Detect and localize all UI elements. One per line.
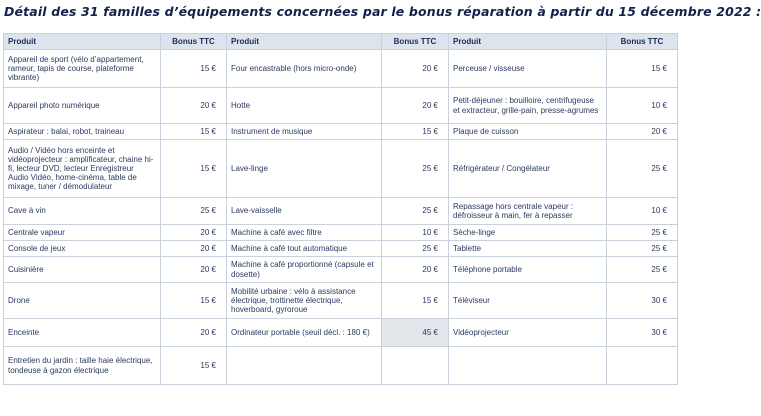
product-cell: Entretien du jardin : taille haie électrique, tondeuse à gazon électrique [4,347,161,385]
table-row [4,198,678,225]
bonus-cell: 25 € [607,140,678,198]
bonus-table [3,33,678,385]
bonus-cell: 15 € [382,124,449,140]
bonus-cell: 30 € [607,283,678,319]
bonus-cell-highlighted: 45 € [382,319,449,347]
table-row [4,140,678,198]
table-row [4,225,678,241]
product-cell: Four encastrable (hors micro-onde) [227,50,382,88]
table-row [4,241,678,257]
table-row [4,319,678,347]
product-cell: Mobilité urbaine : vélo à assistance électrique, trottinette électrique, hoverboard, gyroroue [227,283,382,319]
header-product: Produit [227,34,382,50]
product-cell: Repassage hors centrale vapeur : défroisseur à main, fer à repasser [449,198,607,225]
bonus-cell: 20 € [382,88,449,124]
product-cell: Cuisinière [4,257,161,283]
bonus-cell: 20 € [382,50,449,88]
bonus-cell: 15 € [161,283,227,319]
empty-cell [607,347,678,385]
bonus-cell: 20 € [161,241,227,257]
product-cell: Appareil photo numérique [4,88,161,124]
table-row [4,347,678,385]
table-row [4,283,678,319]
bonus-cell: 20 € [382,257,449,283]
bonus-cell: 10 € [382,225,449,241]
bonus-cell: 20 € [161,225,227,241]
product-cell: Vidéoprojecteur [449,319,607,347]
bonus-cell: 25 € [382,198,449,225]
product-cell: Plaque de cuisson [449,124,607,140]
bonus-cell: 10 € [607,198,678,225]
bonus-cell: 20 € [161,88,227,124]
empty-cell [227,347,382,385]
bonus-cell: 15 € [382,283,449,319]
empty-cell [449,347,607,385]
product-cell: Enceinte [4,319,161,347]
product-cell: Réfrigérateur / Congélateur [449,140,607,198]
product-cell: Lave-linge [227,140,382,198]
product-cell: Perceuse / visseuse [449,50,607,88]
bonus-cell: 20 € [607,124,678,140]
product-cell: Hotte [227,88,382,124]
header-bonus: Bonus TTC [382,34,449,50]
product-cell: Centrale vapeur [4,225,161,241]
product-cell: Machine à café tout automatique [227,241,382,257]
product-cell: Console de jeux [4,241,161,257]
bonus-cell: 25 € [382,241,449,257]
bonus-cell: 25 € [607,225,678,241]
product-cell: Drone [4,283,161,319]
bonus-cell: 25 € [607,257,678,283]
bonus-cell: 15 € [161,140,227,198]
bonus-cell: 15 € [161,124,227,140]
product-cell: Lave-vaisselle [227,198,382,225]
bonus-cell: 20 € [161,257,227,283]
product-cell: Aspirateur : balai, robot, traineau [4,124,161,140]
product-cell: Machine à café avec filtre [227,225,382,241]
table-row [4,88,678,124]
product-cell: Audio / Vidéo hors enceinte et vidéoprojecteur : amplificateur, chaine hi-fi, lecteur DVD, lecteur Enregistreur Audio Vidéo, home-cinéma, table de mixage, tuner / démodulateur [4,140,161,198]
bonus-cell: 25 € [161,198,227,225]
product-cell: Téléviseur [449,283,607,319]
page-title: Détail des 31 familles d’équipements concernées par le bonus réparation à partir du 15 décembre 2022 : [4,4,761,19]
table-header-row [4,34,678,50]
product-cell: Machine à café proportionné (capsule et dosette) [227,257,382,283]
bonus-cell: 15 € [607,50,678,88]
bonus-cell: 10 € [607,88,678,124]
product-cell: Tablette [449,241,607,257]
header-product: Produit [4,34,161,50]
table-row [4,124,678,140]
bonus-cell: 15 € [161,347,227,385]
empty-cell [382,347,449,385]
product-cell: Appareil de sport (vélo d’appartement, rameur, tapis de course, plateforme vibrante) [4,50,161,88]
header-bonus: Bonus TTC [161,34,227,50]
product-cell: Ordinateur portable (seuil décl. : 180 €) [227,319,382,347]
product-cell: Instrument de musique [227,124,382,140]
bonus-cell: 25 € [607,241,678,257]
bonus-cell: 30 € [607,319,678,347]
product-cell: Sèche-linge [449,225,607,241]
table-row [4,50,678,88]
header-bonus: Bonus TTC [607,34,678,50]
table-row [4,257,678,283]
bonus-cell: 20 € [161,319,227,347]
product-cell: Téléphone portable [449,257,607,283]
header-product: Produit [449,34,607,50]
product-cell: Petit-déjeuner : bouilloire, centrifugeuse et extracteur, grille-pain, presse-agrumes [449,88,607,124]
bonus-cell: 15 € [161,50,227,88]
product-cell: Cave à vin [4,198,161,225]
bonus-cell: 25 € [382,140,449,198]
